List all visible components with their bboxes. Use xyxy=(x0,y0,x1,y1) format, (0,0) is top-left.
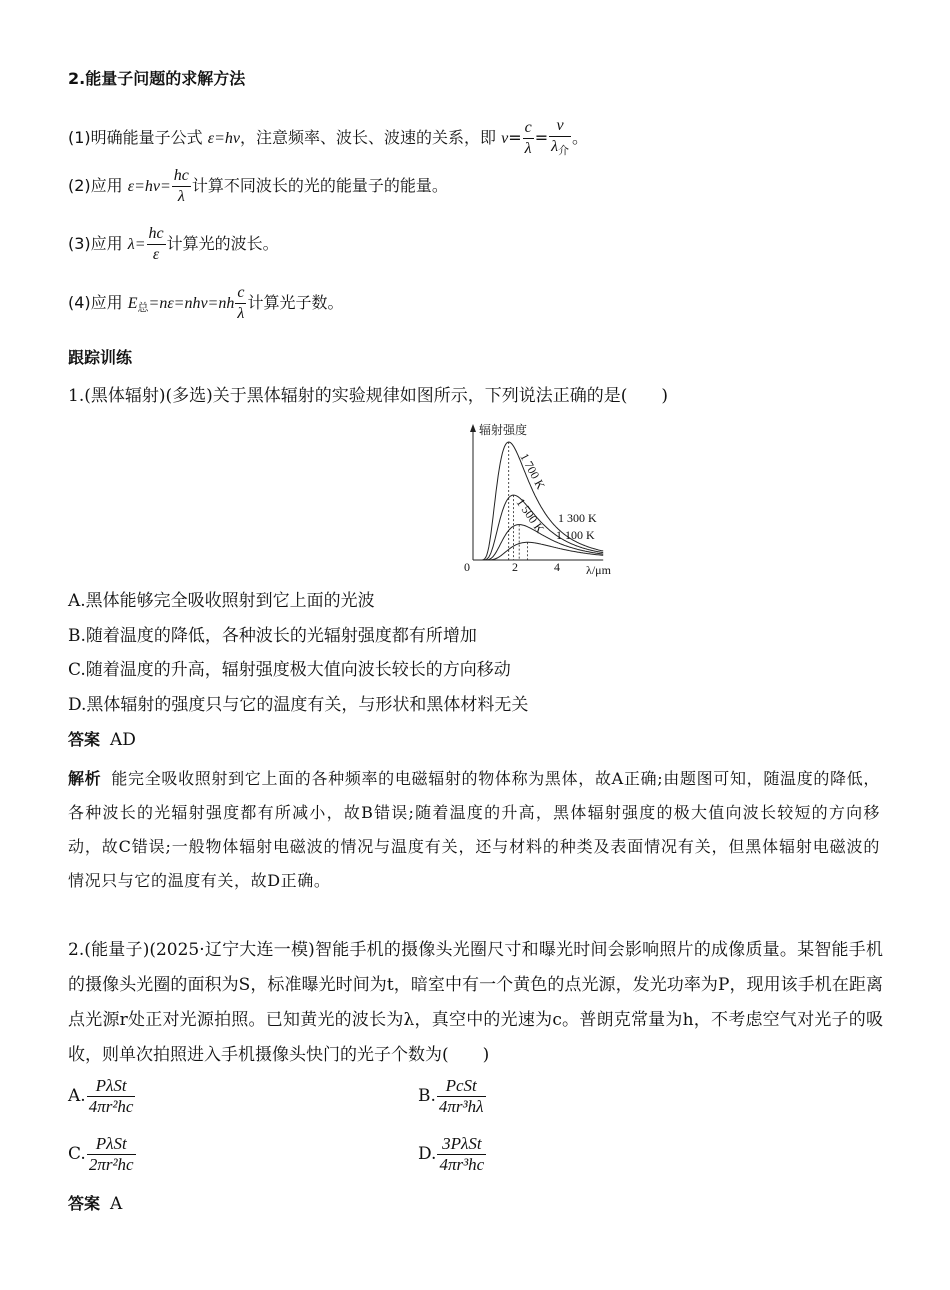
x-tick-label: 4 xyxy=(554,560,560,574)
q2-stem: 2.(能量子)(2025·辽宁大连一模)智能手机的摄像头光圈尺寸和曝光时间会影响照片的成像质量。某智能手机的摄像头光圈的面积为S，标准曝光时间为t，暗室中有一个黄色的点光源，发光功率为P，现用该手机在距离点光源r处正对光源拍照。已知黄光的波长为λ，真空中的光速为c。普朗克常量为h，不考虑空气对光子的吸收，则单次拍照进入手机摄像头快门的光子个数为( ) xyxy=(68,940,883,1065)
series-label: 1 100 K xyxy=(556,528,595,542)
answer-value: AD xyxy=(110,730,136,750)
x-axis-label: λ/μm xyxy=(586,563,611,577)
method-item-3: (3)应用 λ= $\frac{hc}{\varepsilon}$ 计算光的波长。 xyxy=(68,225,279,263)
method-item-1: (1)明确能量子公式 ε=hν，注意频率、波长、波速的关系，即 v= $\frac{c}{\lambda}$ = $\frac{\nu}{\lambda_介}$ 。 xyxy=(68,116,588,161)
q2-option-b: B. $\frac{\text{PcSt}}{\text{4πr³hλ}}$ xyxy=(418,1076,484,1116)
q1-option-a: A.黑体能够完全吸收照射到它上面的光波 xyxy=(68,591,375,611)
answer-label: 答案 xyxy=(68,1194,101,1213)
x-tick-label: 2 xyxy=(512,560,518,574)
method-item-4: (4)应用 $E_总=n\varepsilon=nh\nu=nh$ $\frac{c}{\lambda}$ 计算光子数。 xyxy=(68,284,344,322)
series-label: 1 500 K xyxy=(513,495,548,536)
q1-option-c: C.随着温度的升高，辐射强度极大值向波长较长的方向移动 xyxy=(68,660,511,680)
q2-option-c: C. $\frac{\text{PλSt}}{\text{2πr²hc}}$ xyxy=(68,1134,134,1174)
training-heading: 跟踪训练 xyxy=(68,348,133,367)
fraction-hc-over-epsilon: $\frac{hc}{\varepsilon}$ xyxy=(148,225,164,263)
q2-option-d: D. $\frac{\text{3PλSt}}{\text{4πr³hc}}$ xyxy=(418,1134,485,1174)
analysis-label: 解析 xyxy=(68,769,102,788)
q1-stem: 1.(黑体辐射)(多选)关于黑体辐射的实验规律如图所示，下列说法正确的是( ) xyxy=(68,386,669,406)
fraction-c-over-lambda-2: $\frac{c}{\lambda}$ xyxy=(237,284,245,322)
series-curve xyxy=(480,442,603,560)
answer-value: A xyxy=(110,1194,123,1214)
q1-analysis xyxy=(68,762,880,898)
x-tick-label: 0 xyxy=(464,560,470,574)
fraction-hc-over-lambda: $\frac{hc}{\lambda}$ xyxy=(173,167,189,205)
section-heading: 2.能量子问题的求解方法 xyxy=(68,69,246,88)
q2-option-a: A. $\frac{\text{PλSt}}{\text{4πr²hc}}$ xyxy=(68,1076,134,1116)
answer-label: 答案 xyxy=(68,730,101,749)
q1-option-b: B.随着温度的降低，各种波长的光辐射强度都有所增加 xyxy=(68,626,477,646)
method-item-2: (2)应用 ε=hν= $\frac{hc}{\lambda}$ 计算不同波长的光的能量子的能量。 xyxy=(68,167,448,205)
series-label: 1 300 K xyxy=(558,511,597,525)
y-axis-label: 辐射强度 xyxy=(479,423,528,437)
blackbody-chart xyxy=(398,418,611,578)
q2-answer xyxy=(68,1193,122,1215)
q1-option-d: D.黑体辐射的强度只与它的温度有关，与形状和黑体材料无关 xyxy=(68,695,529,715)
q1-answer xyxy=(68,729,136,751)
fraction-nu-over-lambda-medium: $\frac{\nu}{\lambda_介}$ xyxy=(551,117,570,157)
fraction-c-over-lambda: $\frac{c}{\lambda}$ xyxy=(524,119,532,157)
series-label: 1 700 K xyxy=(517,450,548,492)
analysis-text: 能完全吸收照射到它上面的各种频率的电磁辐射的物体称为黑体，故A正确;由题图可知，随温度的降低，各种波长的光辐射强度都有所减小，故B错误;随着温度的升高，黑体辐射强度的极大值向波长较短的方向移动，故C错误;一般物体辐射电磁波的情况与温度有关，还与材料的种类及表面情况有关，但黑体辐射电磁波的情况只与它的温度有关，故D正确。 xyxy=(68,769,880,890)
y-axis-arrow xyxy=(470,424,476,432)
